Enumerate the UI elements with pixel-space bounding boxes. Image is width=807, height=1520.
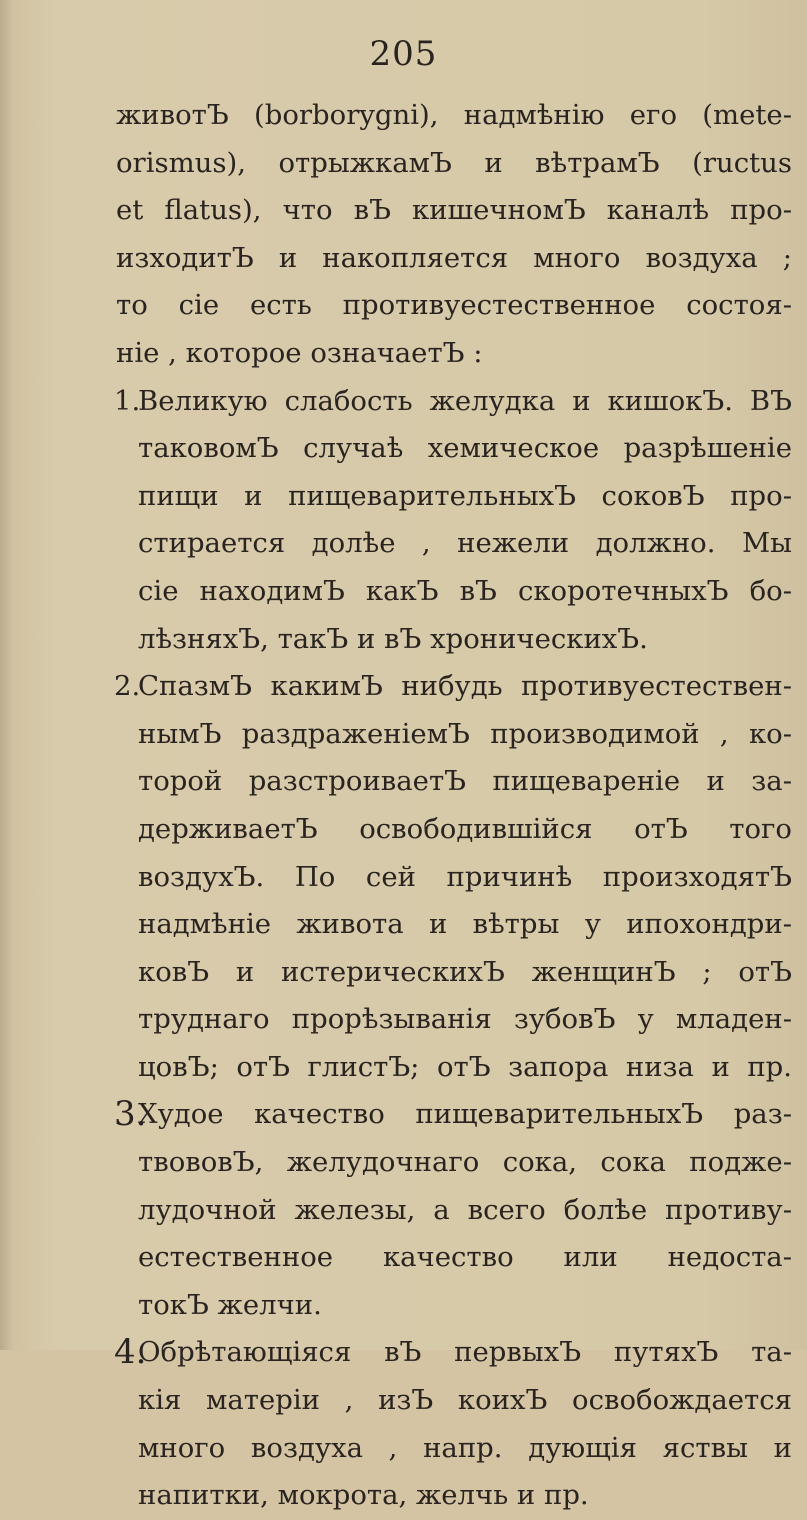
list-item-2 [116, 663, 792, 1091]
text-line: нымЪ раздраженіемЪ производимой , ко- [138, 717, 792, 750]
text-line: пищи и пищеварительныхЪ соковЪ про- [138, 479, 792, 512]
text-line: воздухЪ. По сей причинѣ произходятЪ [138, 860, 792, 893]
text-line: держиваетЪ освободившійся отЪ того [138, 812, 792, 845]
item-number: 2. [114, 670, 141, 703]
text-line: много воздуха , напр. дующія яствы и [138, 1431, 792, 1464]
text-line: напитки, мокрота, желчь и пр. [138, 1479, 589, 1512]
text-line: естественное качество или недоста- [138, 1241, 792, 1274]
text-line: цовЪ; отЪ глистЪ; отЪ запора низа и пр. [138, 1050, 792, 1083]
text-line: Худое качество пищеварительныхЪ раз- [138, 1098, 792, 1131]
text-line: торой разстроиваетЪ пищевареніе и за- [138, 765, 792, 798]
list-item-4 [116, 1329, 792, 1519]
text-line: кія матеріи , изЪ коихЪ освобождается [138, 1384, 792, 1417]
page-number: 205 [369, 34, 438, 74]
item-number: 3. [114, 1094, 147, 1135]
text-line: Обрѣтающіяся вЪ первыхЪ путяхЪ та- [138, 1336, 792, 1369]
list-item-3 [116, 1091, 792, 1329]
text-line: Великую слабость желудка и кишокЪ. ВЪ [138, 384, 792, 417]
text-line: лѣзняхЪ, такЪ и вЪ хроническихЪ. [138, 622, 648, 655]
text-line: стирается долѣе , нежели должно. Мы [138, 527, 792, 560]
intro-paragraph [116, 92, 792, 378]
text-line: сіе находимЪ какЪ вЪ скоротечныхЪ бо- [138, 574, 792, 607]
text-line: ніе , которое означаетЪ : [116, 336, 483, 369]
item-number: 1. [114, 384, 141, 417]
text-line: труднаго прорѣзыванія зубовЪ у младен- [138, 1003, 792, 1036]
text-line: то сіе есть противуестественное состоя- [116, 289, 792, 322]
text-line: изходитЪ и накопляется много воздуха ; [116, 241, 792, 274]
text-line: лудочной железы, а всего болѣе противу- [138, 1193, 792, 1226]
text-line: orismus), отрыжкамЪ и вѣтрамЪ (ructus [116, 146, 792, 179]
list-item-1 [116, 378, 792, 664]
text-line: таковомЪ случаѣ хемическое разрѣшеніе [138, 432, 792, 465]
text-line: токЪ желчи. [138, 1288, 322, 1321]
text-line: животЪ (borborygni), надмѣнію его (mete- [116, 99, 792, 131]
body-text [116, 92, 792, 1520]
text-line: ковЪ и истерическихЪ женщинЪ ; отЪ [138, 955, 792, 988]
text-line: СпазмЪ какимЪ нибудь противуестествен- [138, 670, 792, 703]
text-line: твововЪ, желудочнаго сока, сока подже- [138, 1146, 792, 1179]
text-line: надмѣніе живота и вѣтры у ипохондри- [138, 908, 792, 941]
text-line: et flatus), что вЪ кишечномЪ каналѣ про- [116, 194, 792, 227]
item-number: 4. [114, 1332, 147, 1373]
